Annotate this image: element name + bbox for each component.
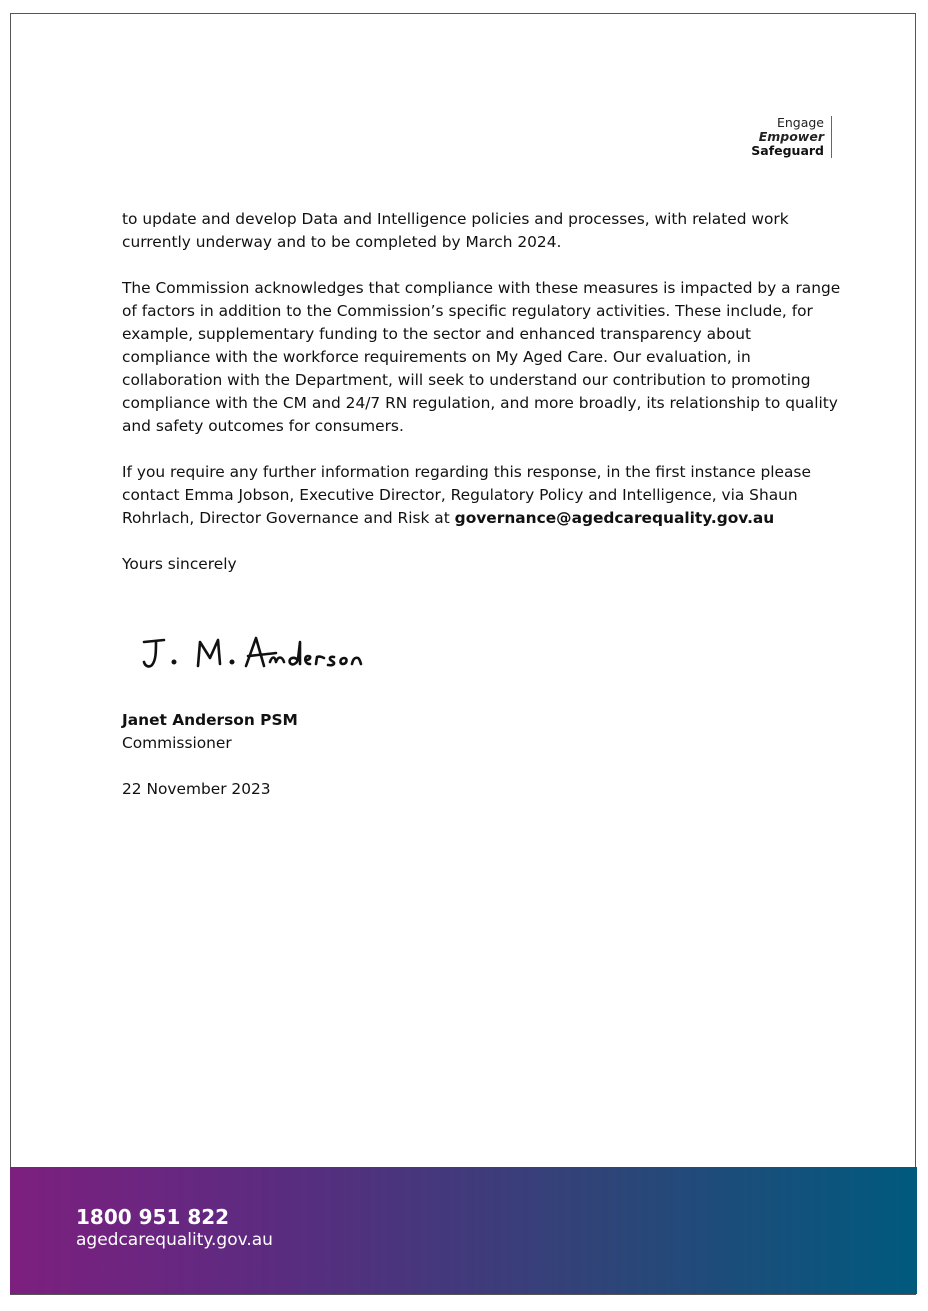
paragraph-data-policies: to update and develop Data and Intelligence policies and processes, with related work currently underway and to be completed by March 2024. [122, 210, 789, 251]
tagline-logo [751, 116, 832, 158]
tagline-safeguard: Safeguard [751, 143, 824, 158]
paragraph-contact-info [122, 461, 842, 530]
handwritten-signature [138, 628, 378, 676]
closing-salutation: Yours sincerely [122, 555, 237, 573]
contact-email: governance@agedcarequality.gov.au [454, 509, 775, 527]
letter-date: 22 November 2023 [122, 780, 271, 798]
tagline-empower: Empower [758, 129, 824, 144]
footer-band [10, 1167, 917, 1294]
footer-phone: 1800 951 822 [76, 1205, 230, 1229]
footer-url: agedcarequality.gov.au [76, 1230, 273, 1250]
contact-text: If you require any further information regarding this response, in the first instance please contact Emma Jobson, Executive Director, Regulatory Policy and Intelligence, via Shaun Rohrlach, Director Governance and Risk at [122, 463, 811, 527]
letter-body [122, 208, 842, 599]
tagline-engage: Engage [776, 115, 824, 130]
paragraph-compliance-factors: The Commission acknowledges that compliance with these measures is impacted by a range of factors in addition to the Commission’s specific regulatory activities. These include, for example, supplementary funding to the sector and enhanced transparency about compliance with the workforce requirements on My Aged Care. Our evaluation, in collaboration with the Department, will seek to understand our contribution to promoting compliance with the CM and 24/7 RN regulation, and more broadly, its relationship to quality and safety outcomes for consumers. [122, 279, 841, 435]
signer-title: Commissioner [122, 734, 232, 752]
signer-name: Janet Anderson PSM [122, 711, 298, 729]
signer-block [122, 709, 298, 755]
